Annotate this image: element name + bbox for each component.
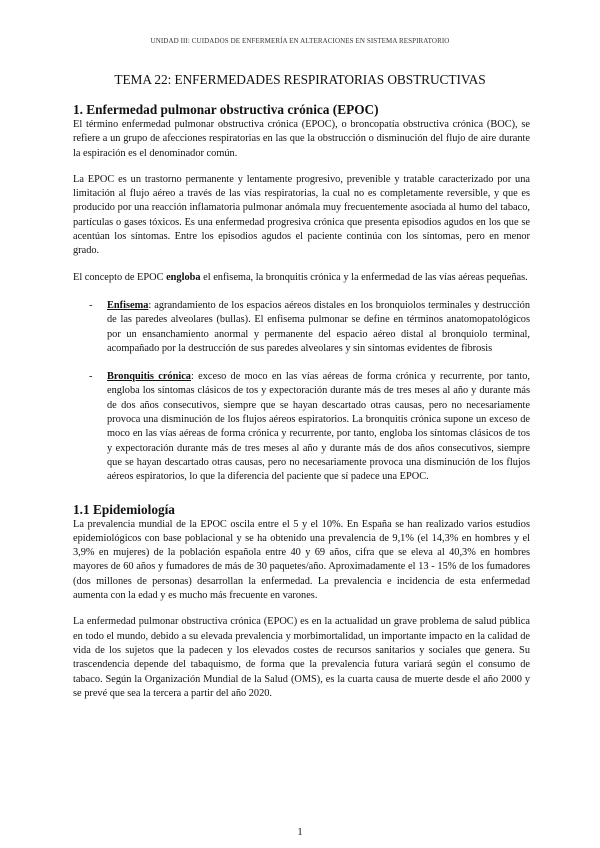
paragraph-description: La EPOC es un trastorno permanente y lentamente progresivo, prevenible y tratable caracterizado por una limitación al flujo aéreo a través de las vías respiratorias, la cual no es completamente reversible, y que es producido por una reacción inflamatoria pulmonar anómala muy frecuentemente asociada al humo del tabaco, partículas o gases tóxicos. Es una enfermedad progresiva crónica que presenta episodios agudos en los que se acentúan los síntomas. Entre los episodios agudos el paciente continúa con los síntomas, pero en menor grado. xyxy=(73,173,530,257)
topic-title: TEMA 22: ENFERMEDADES RESPIRATORIAS OBSTRUCTIVAS xyxy=(114,72,486,87)
definition-bronquitis-cronica: : exceso de moco en las vías aéreas de forma crónica y recurrente, por tanto, engloba los síntomas clásicos de tos y expectoración durante más de tres meses al año y durante más de dos años consecutivos, siempre que se hayan descartado otras causas, pero no necesariamente provoca una disminución de los flujos aéreos espiratorios. La bronquitis crónica supone un exceso de moco en las vías aéreas de forma crónica y recurrente, por tanto, engloba los síntomas clásicos de tos y expectoración durante más de tres meses al año y durante más de dos años consecutivos, siempre que se hayan descartado otras causas, pero no necesariamente provoca una disminución de los flujos aéreos espiratorios, lo que la diferencia del paciente que sí padece una EPOC. xyxy=(107,371,531,483)
page-content xyxy=(73,102,530,701)
paragraph-prevalence: La prevalencia mundial de la EPOC oscila entre el 5 y el 10%. En España se han realizado varios estudios epidemiológicos con base poblacional y se ha obtenido una prevalencia de 9,1% (el 14,3% en hombres y el 3,9% en mujeres) de la población española entre 40 y 69 años, cifra que se eleva al 40,3% en hombres mayores de 60 años y fumadores de más de 30 paquetes/año. Aproximadamente el 13 - 15% de los fumadores (dos millones de personas) desarrollan la enfermedad. La prevalencia e incidencia de esta enfermedad aumenta con la edad y es mucho más frecuente en varones. xyxy=(73,518,530,602)
list-item-bronquitis xyxy=(73,370,530,484)
concept-list xyxy=(73,299,530,485)
dash-bullet-icon: - xyxy=(89,371,93,383)
running-header: UNIDAD III: CUIDADOS DE ENFERMERÍA EN ALTERACIONES EN SISTEMA RESPIRATORIO xyxy=(150,37,450,45)
term-bronquitis-cronica: Bronquitis crónica xyxy=(107,371,191,383)
paragraph-concept xyxy=(73,271,530,285)
term-enfisema: Enfisema xyxy=(107,299,149,311)
concept-text-start: El concepto de EPOC xyxy=(73,271,167,283)
list-item-enfisema xyxy=(73,299,530,356)
section-heading-epidemiologia: 1.1 Epidemiología xyxy=(73,501,175,517)
concept-text-end: el enfisema, la bronquitis crónica y la enfermedad de las vías aéreas pequeñas. xyxy=(200,271,528,283)
dash-bullet-icon: - xyxy=(89,299,93,311)
page-number: 1 xyxy=(297,827,303,838)
concept-bold-word: engloba xyxy=(166,271,201,283)
paragraph-definition: El término enfermedad pulmonar obstructiva crónica (EPOC), o broncopatía obstructiva crónica (BOC), se refiere a un grupo de afecciones respiratorias en las que la obstrucción o disminución del flujo de aire durante la espiración es el denominador común. xyxy=(73,119,530,159)
definition-enfisema: : agrandamiento de los espacios aéreos distales en los bronquiolos terminales y destrucción de las paredes alveolares (bullas). El enfisema pulmonar se define en términos anatomopatológicos por un ensanchamiento anormal y permanente del espacio aéreo distal al bronquiolo terminal, acompañado por la destrucción de sus paredes alveolares y sin síntomas evidentes de fibrosis xyxy=(107,299,530,354)
paragraph-public-health: La enfermedad pulmonar obstructiva crónica (EPOC) es en la actualidad un grave problema de salud pública en todo el mundo, debido a su elevada prevalencia y morbimortalidad, un importante impacto en la calidad de vida de los sujetos que la padecen y los elevados costes de recursos sanitarios y sociales que genera. Su trascendencia depende del tabaquismo, de forma que la prevalencia futura variará según el consumo de tabaco. Según la Organización Mundial de la Salud (OMS), es la cuarta causa de muerte desde el año 2000 y se prevé que sea la tercera a partir del año 2020. xyxy=(73,616,530,699)
section-heading-epoc: 1. Enfermedad pulmonar obstructiva crónica (EPOC) xyxy=(73,102,379,117)
